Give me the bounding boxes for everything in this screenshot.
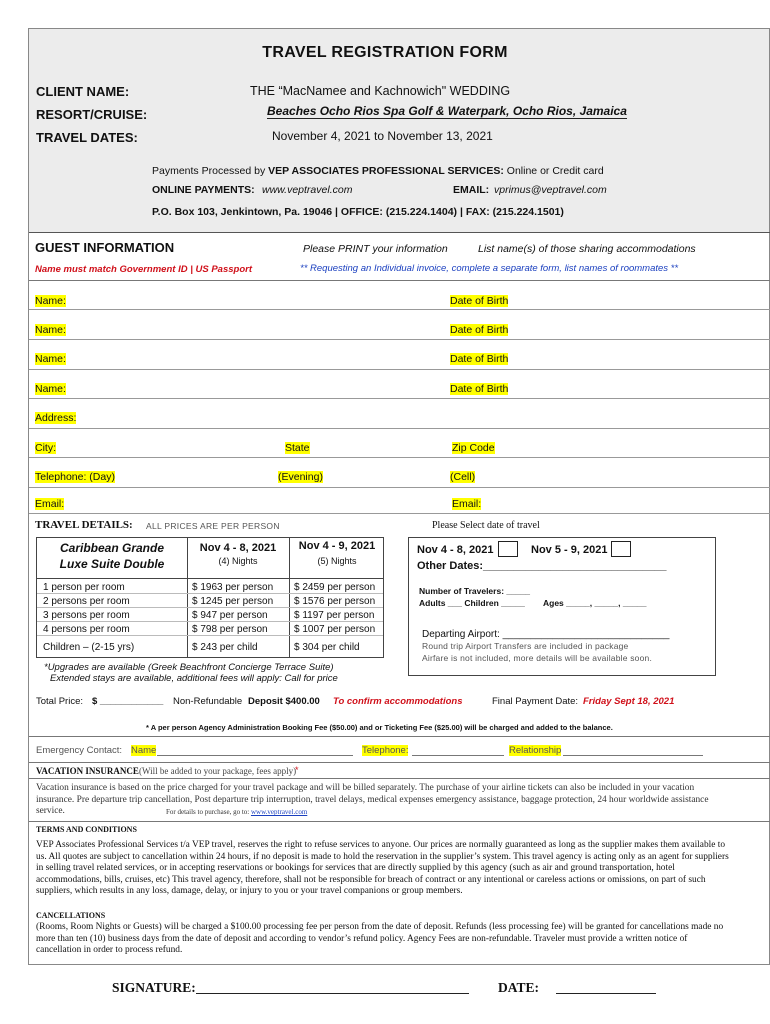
terms-heading: TERMS AND CONDITIONS (36, 825, 137, 834)
sharing-note: List name(s) of those sharing accommodations (478, 243, 696, 255)
departing-airport-field[interactable]: Departing Airport: ______________________________ (422, 629, 670, 640)
payments-company: VEP ASSOCIATES PROFESSIONAL SERVICES: (268, 165, 504, 177)
invoice-note: ** Requesting an Individual invoice, complete a separate form, list names of roommates ** (300, 263, 679, 274)
signature-line[interactable] (196, 993, 469, 994)
travelers-count-field[interactable]: Number of Travelers: _____ (419, 586, 531, 596)
price-row-5n-2: $ 1576 per person (294, 596, 376, 607)
signature-label: SIGNATURE: (112, 980, 196, 995)
office-address-line: P.O. Box 103, Jenkintown, Pa. 19046 | OFFICE: (215.224.1404) | FAX: (215.224.1501) (152, 206, 564, 218)
tel-day-label: Telephone: (Day) (35, 471, 115, 483)
upgrade-note-2: Extended stays are available, additional fees will apply: Call for price (50, 673, 338, 684)
other-dates-field[interactable]: Other Dates:______________________________ (417, 560, 667, 572)
price-row-label-2: 2 persons per room (43, 596, 130, 607)
price-row-5n-3: $ 1197 per person (294, 610, 375, 621)
payments-suffix: Online or Credit card (506, 165, 604, 177)
date-option-2-label: Nov 5 - 9, 2021 (531, 544, 608, 556)
guest-dob-label-4: Date of Birth (450, 383, 509, 395)
fee-divider (29, 736, 770, 737)
zip-label: Zip Code (452, 442, 495, 454)
city-line[interactable] (29, 457, 770, 458)
ages-field[interactable]: Ages _____, _____, _____ (543, 598, 647, 608)
guest-dob-label-2: Date of Birth (450, 324, 509, 336)
state-label: State (285, 442, 310, 454)
emergency-label: Emergency Contact: (36, 745, 123, 756)
tel-evening-label: (Evening) (278, 471, 323, 483)
price-table (36, 537, 384, 658)
online-payments-link[interactable]: www.veptravel.com (262, 184, 353, 196)
resort-value: Beaches Ocho Rios Spa Golf & Waterpark, Ocho Rios, Jamaica (267, 104, 627, 118)
email-link[interactable]: vprimus@veptravel.com (494, 184, 607, 196)
insurance-star: * (295, 765, 299, 775)
airfare-note: Airfare is not included, more details will be available soon. (422, 653, 653, 663)
final-payment-label: Final Payment Date: (492, 696, 579, 707)
guest-name-line-2[interactable] (29, 339, 770, 340)
insurance-details-prefix: For details to purchase, go to: (166, 808, 250, 816)
email-label: EMAIL: (453, 184, 490, 196)
address-line[interactable] (29, 428, 770, 429)
insurance-heading: VACATION INSURANCE (36, 766, 139, 776)
cancellations-body: (Rooms, Room Nights or Guests) will be charged a $100.00 processing fee per person from the date of deposit. Refunds (less processing fee) will be granted for cancellations made no more than ten (10) business days from the date of deposit and according to vendor’s refund policy. Agency Fees are non-refundable. Traveler must provide a written notice of cancellation in order to process refund. (36, 922, 724, 955)
header-divider (29, 232, 770, 233)
id-note: Name must match Government ID | US Passport (35, 264, 252, 275)
form-frame-bottom (28, 964, 770, 965)
insurance-details (166, 808, 307, 816)
transfer-note: Round trip Airport Transfers are included in package (422, 641, 629, 651)
insurance-heading-divider (29, 778, 770, 779)
total-price-label: Total Price: (36, 696, 83, 707)
insurance-details-link[interactable]: www.veptravel.com (250, 808, 308, 816)
date-line[interactable] (556, 993, 656, 994)
payments-line (152, 165, 604, 177)
price-row-label-3: 3 persons per room (43, 610, 130, 621)
fee-note: * A per person Agency Administration Booking Fee ($50.00) and or Ticketing Fee ($25.00) will be charged and added to the balance. (146, 723, 613, 732)
insurance-divider (29, 821, 770, 822)
price-row-label-1: 1 person per room (43, 582, 125, 593)
final-payment-date: Friday Sept 18, 2021 (583, 696, 675, 707)
price-row-4n-2: $ 1245 per person (192, 596, 274, 607)
guest-name-label-1: Name: (35, 295, 66, 307)
col2-title: Nov 4 - 9, 2021 (298, 540, 376, 552)
guest-dob-label-1: Date of Birth (450, 295, 509, 307)
cancellations-heading: CANCELLATIONS (36, 911, 106, 920)
insurance-heading-note: (Will be added to your package, fees apply) (139, 766, 297, 776)
client-name-label: CLIENT NAME: (36, 84, 130, 99)
guest-name-line-3[interactable] (29, 369, 770, 370)
emergency-relationship-label: Relationship (509, 745, 562, 756)
telephone-line[interactable] (29, 487, 770, 488)
date-select-box (408, 537, 716, 676)
guest-name-label-3: Name: (35, 353, 66, 365)
col2-subtitle: (5) Nights (317, 556, 357, 566)
price-row-5n-4: $ 1007 per person (294, 624, 376, 635)
price-table-row-divider-2 (37, 607, 383, 608)
deposit-prefix: Non-Refundable (173, 696, 243, 707)
travel-dates-value: November 4, 2021 to November 13, 2021 (272, 129, 493, 143)
price-table-header-divider (37, 578, 383, 579)
guest-name-line-1[interactable] (29, 309, 770, 310)
payments-prefix: Payments Processed by (152, 165, 266, 177)
price-row-5n-5: $ 304 per child (294, 642, 360, 653)
date-option-1-label: Nov 4 - 8, 2021 (417, 544, 494, 556)
guest-name-label-2: Name: (35, 324, 66, 336)
emergency-relationship-line[interactable] (563, 755, 703, 756)
city-label: City: (35, 442, 56, 454)
price-note: ALL PRICES ARE PER PERSON (146, 521, 280, 531)
price-row-4n-3: $ 947 per person (192, 610, 268, 621)
col1-subtitle: (4) Nights (218, 556, 258, 566)
guest-dob-label-3: Date of Birth (450, 353, 509, 365)
upgrade-note-1: *Upgrades are available (Greek Beachfront Concierge Terrace Suite) (44, 662, 334, 673)
guest-divider (29, 280, 770, 281)
email-label-1: Email: (35, 498, 65, 510)
insurance-body: Vacation insurance is based on the price charged for your travel package and will be billed separately. The purchase of your airline tickets can also be included in your vacation insurance. Pre departure trip cancellation, Post departure trip interruption, travel delays, medical expenses emergency assistance, baggage protection, 24 hour worldwide assistance service. (36, 783, 709, 816)
confirm-note: To confirm accommodations (333, 696, 463, 707)
date-option-2-checkbox[interactable] (611, 541, 631, 557)
deposit-label: Deposit $400.00 (248, 696, 320, 707)
date-option-1-checkbox[interactable] (498, 541, 518, 557)
address-label: Address: (35, 412, 77, 424)
travel-details-heading: TRAVEL DETAILS: (35, 519, 133, 531)
print-note: Please PRINT your information (303, 243, 448, 255)
emergency-name-label: Name (131, 745, 157, 756)
select-date-note: Please Select date of travel (432, 520, 540, 531)
total-price-field[interactable]: $ ____________ (92, 696, 164, 707)
resort-label: RESORT/CRUISE: (36, 107, 148, 122)
price-row-label-5: Children – (2-15 yrs) (43, 642, 135, 653)
email-label-2: Email: (452, 498, 482, 510)
emergency-divider (29, 762, 770, 763)
tel-cell-label: (Cell) (450, 471, 476, 483)
client-name-value: THE “MacNamee and Kachnowich" WEDDING (250, 84, 511, 98)
price-row-5n-1: $ 2459 per person (294, 582, 376, 593)
emergency-name-line[interactable] (157, 755, 353, 756)
room-name-line-2: Luxe Suite Double (59, 557, 165, 571)
guest-info-heading: GUEST INFORMATION (35, 240, 175, 255)
price-table-row-divider-1 (37, 593, 383, 594)
email-line[interactable] (29, 513, 770, 514)
price-row-4n-5: $ 243 per child (192, 642, 258, 653)
price-row-label-4: 4 persons per room (43, 624, 130, 635)
online-payments-label: ONLINE PAYMENTS: (152, 184, 255, 196)
emergency-telephone-label: Telephone: (362, 745, 409, 756)
price-table-row-divider-3 (37, 621, 383, 622)
col1-title: Nov 4 - 8, 2021 (199, 542, 277, 554)
adults-children-field[interactable]: Adults ___ Children _____ (419, 598, 525, 608)
price-table-row-divider-4 (37, 635, 383, 636)
travel-dates-label: TRAVEL DATES: (36, 130, 138, 145)
price-row-4n-4: $ 798 per person (192, 624, 268, 635)
form-title: TRAVEL REGISTRATION FORM (262, 44, 508, 61)
room-name-line-1: Caribbean Grande (59, 541, 165, 555)
date-label: DATE: (498, 980, 540, 995)
price-row-4n-1: $ 1963 per person (192, 582, 274, 593)
guest-name-line-4[interactable] (29, 398, 770, 399)
guest-name-label-4: Name: (35, 383, 66, 395)
emergency-telephone-line[interactable] (412, 755, 504, 756)
terms-body: VEP Associates Professional Services t/a VEP travel, reserves the right to refuse services to anyone. Our prices are normally guaranteed as long as the supplier makes them available to us. All quotes are subject to cancellation within 24 hours, if no deposit is made to hold the reservation in the supplier’s system. This travel agency is acting only as an agent for suppliers in selling travel related services, or in accepting reservations or bookings for services that are directly supplied by this agency (such as air and ground transportation, hotel accommodations, bills, cruises, etc) This travel agency, therefore, shall not be responsible for breach of contract or any intentional or careless actions or omissions, on part of such suppliers, which results in any loss, damage, delay, or injury to you or your travel companions or group members. (36, 840, 729, 896)
